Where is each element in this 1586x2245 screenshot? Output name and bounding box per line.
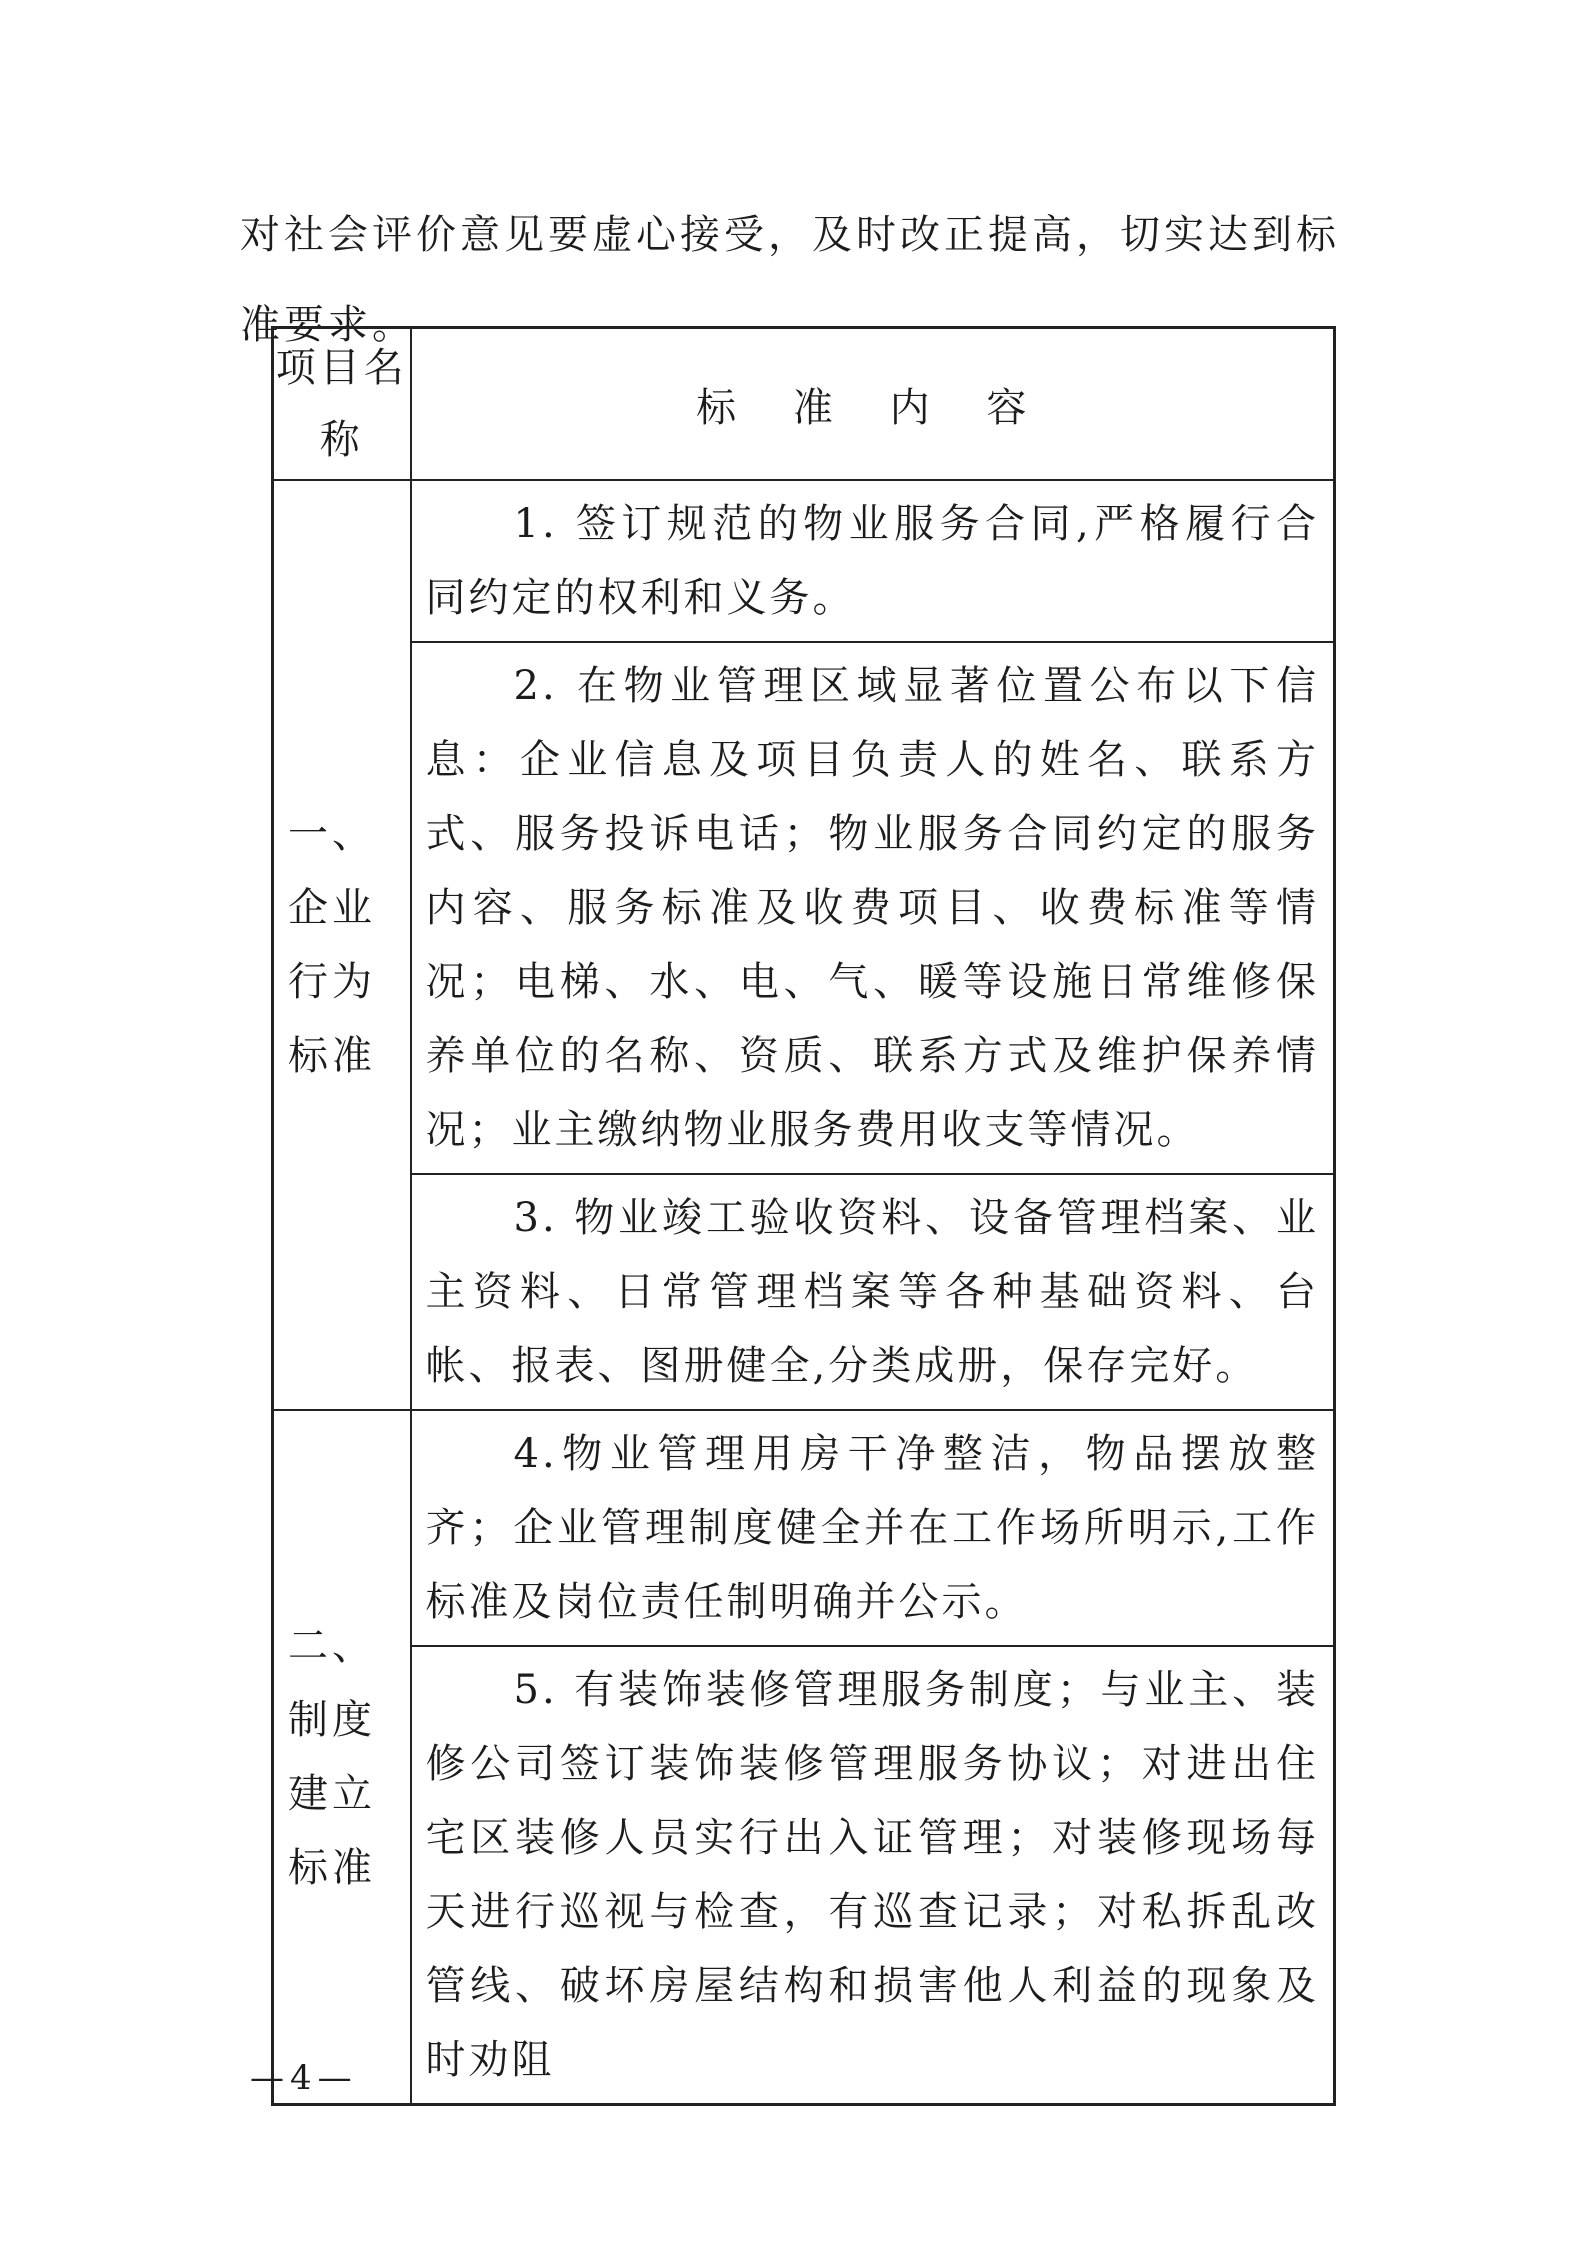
standard-item-4: 4.物业管理用房干净整洁，物品摆放整齐；企业管理制度健全并在工作场所明示,工作标准及岗位责任制明确并公示。 bbox=[411, 1410, 1335, 1646]
header-project-name: 项目名称 bbox=[273, 328, 411, 481]
standards-table bbox=[271, 326, 1336, 2106]
page-number: —4— bbox=[250, 2058, 358, 2098]
standard-item-3: 3. 物业竣工验收资料、设备管理档案、业主资料、日常管理档案等各种基础资料、台帐、报表、图册健全,分类成册，保存完好。 bbox=[411, 1174, 1335, 1410]
table-row bbox=[273, 480, 1335, 642]
standard-item-5: 5. 有装饰装修管理服务制度；与业主、装修公司签订装饰装修管理服务协议；对进出住宅区装修人员实行出入证管理；对装修现场每天进行巡视与检查，有巡查记录；对私拆乱改管线、破坏房屋结构和损害他人利益的现象及时劝阻 bbox=[411, 1646, 1335, 2105]
table-row bbox=[273, 642, 1335, 1174]
standard-item-1: 1. 签订规范的物业服务合同,严格履行合同约定的权利和义务。 bbox=[411, 480, 1335, 642]
category-system-establishment: 二、制度建立标准 bbox=[273, 1410, 411, 2105]
category-enterprise-behavior: 一、企业行为标准 bbox=[273, 480, 411, 1410]
header-standard-content: 标 准 内 容 bbox=[411, 328, 1335, 481]
table-header-row bbox=[273, 328, 1335, 481]
table-row bbox=[273, 1410, 1335, 1646]
table-row bbox=[273, 1174, 1335, 1410]
intro-paragraph: 对社会评价意见要虚心接受，及时改正提高，切实达到标准要求。 bbox=[240, 212, 1340, 348]
table-row bbox=[273, 1646, 1335, 2105]
standard-item-2: 2. 在物业管理区域显著位置公布以下信息：企业信息及项目负责人的姓名、联系方式、服务投诉电话；物业服务合同约定的服务内容、服务标准及收费项目、收费标准等情况；电梯、水、电、气、暖等设施日常维修保养单位的名称、资质、联系方式及维护保养情况；业主缴纳物业服务费用收支等情况。 bbox=[411, 642, 1335, 1174]
